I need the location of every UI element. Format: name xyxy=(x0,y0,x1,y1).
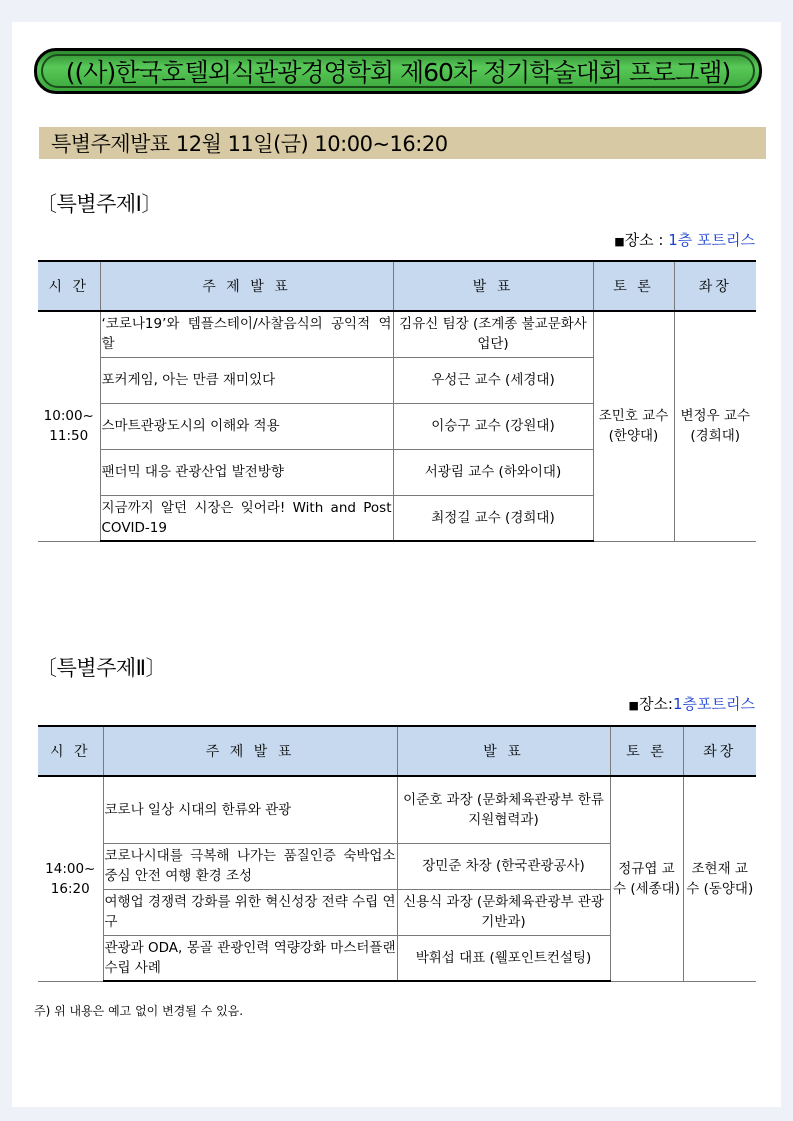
presenter-cell: 서광림 교수 (하와이대) xyxy=(393,449,593,495)
venue-prefix: 장소 : xyxy=(624,231,669,249)
topic-cell: 지금까지 알던 시장은 잊어라! With and Post COVID-19 xyxy=(100,495,393,541)
session-1-table xyxy=(38,260,756,542)
topic-cell: 관광과 ODA, 몽골 관광인력 역량강화 마스터플랜 수립 사례 xyxy=(103,935,397,981)
square-bullet-icon: ■ xyxy=(628,699,639,712)
title-banner xyxy=(34,48,762,94)
header-topic: 주 제 발 표 xyxy=(100,261,393,311)
table-header-row xyxy=(38,261,756,311)
topic-cell: ‘코로나19’와 템플스테이/사찰음식의 공익적 역할 xyxy=(100,311,393,357)
chair-cell: 변정우 교수 (경희대) xyxy=(674,311,756,541)
table-row xyxy=(38,311,756,357)
venue-name: 1층포트리스 xyxy=(673,695,755,713)
header-presenter: 발 표 xyxy=(397,726,610,776)
session-1-title: 〔특별주제Ⅰ〕 xyxy=(36,192,162,216)
square-bullet-icon: ■ xyxy=(614,235,625,248)
venue-prefix: 장소: xyxy=(638,695,673,713)
topic-cell: 스마트관광도시의 이해와 적용 xyxy=(100,403,393,449)
session-1-venue xyxy=(614,229,755,250)
topic-cell: 여행업 경쟁력 강화를 위한 혁신성장 전략 수립 연구 xyxy=(103,889,397,935)
discussant-cell: 정규엽 교수 (세종대) xyxy=(610,776,683,981)
presenter-cell: 김유신 팀장 (조계종 불교문화사업단) xyxy=(393,311,593,357)
session-time: 14:00~ 16:20 xyxy=(38,776,103,981)
venue-name: 1층 포트리스 xyxy=(668,231,755,249)
topic-cell: 포커게임, 아는 만큼 재미있다 xyxy=(100,357,393,403)
chair-cell: 조현재 교수 (동양대) xyxy=(683,776,756,981)
presenter-cell: 장민준 차장 (한국관광공사) xyxy=(397,843,610,889)
schedule-banner: 특별주제발표 12월 11일(금) 10:00~16:20 xyxy=(39,127,766,159)
program-page xyxy=(12,22,781,1107)
header-discussant: 토 론 xyxy=(610,726,683,776)
header-time: 시 간 xyxy=(38,726,103,776)
header-discussant: 토 론 xyxy=(593,261,674,311)
topic-cell: 코로나 일상 시대의 한류와 관광 xyxy=(103,776,397,843)
session-2-table xyxy=(38,725,756,982)
presenter-cell: 신용식 과장 (문화체육관광부 관광기반과) xyxy=(397,889,610,935)
table-header-row xyxy=(38,726,756,776)
table-row xyxy=(38,776,756,843)
page-title: ((사)한국호텔외식관광경영학회 제60차 정기학술대회 프로그램) xyxy=(41,54,755,88)
header-presenter: 발 표 xyxy=(393,261,593,311)
footnote: 주) 위 내용은 예고 없이 변경될 수 있음. xyxy=(34,1004,244,1018)
session-2-venue xyxy=(629,693,755,714)
session-2-title: 〔특별주제Ⅱ〕 xyxy=(36,656,166,680)
header-time: 시 간 xyxy=(38,261,100,311)
presenter-cell: 최정길 교수 (경희대) xyxy=(393,495,593,541)
topic-cell: 코로나시대를 극복해 나가는 품질인증 숙박업소 중심 안전 여행 환경 조성 xyxy=(103,843,397,889)
presenter-cell: 우성근 교수 (세경대) xyxy=(393,357,593,403)
header-topic: 주 제 발 표 xyxy=(103,726,397,776)
presenter-cell: 박휘섭 대표 (웰포인트컨설팅) xyxy=(397,935,610,981)
session-time: 10:00~ 11:50 xyxy=(38,311,100,541)
presenter-cell: 이준호 과장 (문화체육관광부 한류지원협력과) xyxy=(397,776,610,843)
presenter-cell: 이승구 교수 (강원대) xyxy=(393,403,593,449)
topic-cell: 팬더믹 대응 관광산업 발전방향 xyxy=(100,449,393,495)
header-chair: 좌장 xyxy=(674,261,756,311)
discussant-cell: 조민호 교수 (한양대) xyxy=(593,311,674,541)
header-chair: 좌장 xyxy=(683,726,756,776)
